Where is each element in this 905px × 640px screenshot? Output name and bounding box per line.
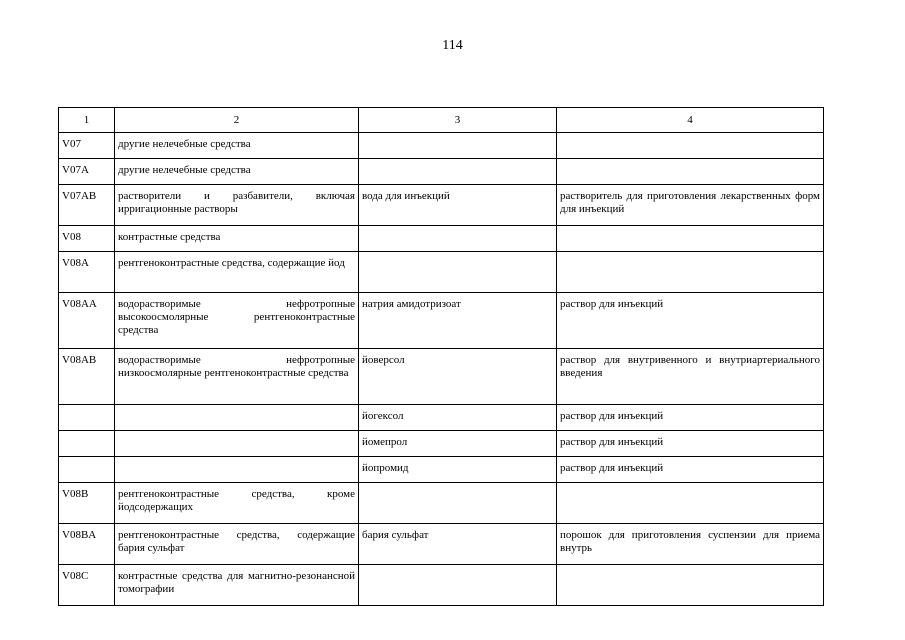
dosage-form-cell: раствор для инъекций bbox=[557, 293, 824, 349]
atc-code-cell: V08AA bbox=[59, 293, 115, 349]
atc-code-cell: V08B bbox=[59, 483, 115, 524]
substance-cell bbox=[359, 565, 557, 606]
column-number-3: 3 bbox=[359, 108, 557, 133]
group-name-cell: контрастные средства для магнитно-резонансной томографии bbox=[115, 565, 359, 606]
substance-cell: йопромид bbox=[359, 457, 557, 483]
substance-cell: йогексол bbox=[359, 405, 557, 431]
dosage-form-cell: растворитель для приготовления лекарственных форм для инъекций bbox=[557, 185, 824, 226]
group-name-cell: растворители и разбавители, включая ирригационные растворы bbox=[115, 185, 359, 226]
dosage-form-cell bbox=[557, 483, 824, 524]
substance-cell bbox=[359, 483, 557, 524]
table-row bbox=[59, 565, 824, 606]
atc-code-cell: V07 bbox=[59, 133, 115, 159]
atc-code-cell bbox=[59, 431, 115, 457]
atc-code-cell: V07AB bbox=[59, 185, 115, 226]
group-name-cell: рентгеноконтрастные средства, кроме йодсодержащих bbox=[115, 483, 359, 524]
column-number-1: 1 bbox=[59, 108, 115, 133]
atc-code-cell: V08A bbox=[59, 252, 115, 293]
substance-cell: бария сульфат bbox=[359, 524, 557, 565]
table-row bbox=[59, 405, 824, 431]
table-row bbox=[59, 483, 824, 524]
table-row bbox=[59, 431, 824, 457]
dosage-form-cell: раствор для инъекций bbox=[557, 405, 824, 431]
group-name-cell: другие нелечебные средства bbox=[115, 133, 359, 159]
atc-code-cell: V08AB bbox=[59, 349, 115, 405]
dosage-form-cell bbox=[557, 252, 824, 293]
group-name-cell: водорастворимые нефротропные низкоосмолярные рентгеноконтрастные средства bbox=[115, 349, 359, 405]
table-row bbox=[59, 349, 824, 405]
group-name-cell: другие нелечебные средства bbox=[115, 159, 359, 185]
dosage-form-cell bbox=[557, 133, 824, 159]
table-row bbox=[59, 457, 824, 483]
atc-code-cell bbox=[59, 457, 115, 483]
dosage-form-cell bbox=[557, 159, 824, 185]
column-number-2: 2 bbox=[115, 108, 359, 133]
table-row bbox=[59, 252, 824, 293]
table-row bbox=[59, 159, 824, 185]
substance-cell: йомепрол bbox=[359, 431, 557, 457]
dosage-form-cell bbox=[557, 565, 824, 606]
substance-cell: натрия амидотризоат bbox=[359, 293, 557, 349]
group-name-cell bbox=[115, 457, 359, 483]
table-row bbox=[59, 226, 824, 252]
group-name-cell: рентгеноконтрастные средства, содержащие бария сульфат bbox=[115, 524, 359, 565]
substance-cell bbox=[359, 159, 557, 185]
substance-cell bbox=[359, 252, 557, 293]
table-row bbox=[59, 293, 824, 349]
dosage-form-cell: раствор для инъекций bbox=[557, 457, 824, 483]
group-name-cell: водорастворимые нефротропные высокоосмолярные рентгеноконтрастные средства bbox=[115, 293, 359, 349]
substance-cell: вода для инъекций bbox=[359, 185, 557, 226]
column-number-4: 4 bbox=[557, 108, 824, 133]
atc-code-cell: V07A bbox=[59, 159, 115, 185]
page-number: 114 bbox=[442, 38, 463, 53]
table-row bbox=[59, 524, 824, 565]
group-name-cell: рентгеноконтрастные средства, содержащие йод bbox=[115, 252, 359, 293]
group-name-cell bbox=[115, 405, 359, 431]
table-row bbox=[59, 185, 824, 226]
atc-code-cell: V08BA bbox=[59, 524, 115, 565]
dosage-form-cell: раствор для инъекций bbox=[557, 431, 824, 457]
substance-cell bbox=[359, 133, 557, 159]
table-header-row bbox=[59, 108, 824, 133]
atc-code-cell: V08 bbox=[59, 226, 115, 252]
drug-classification-table bbox=[58, 107, 824, 606]
dosage-form-cell: порошок для приготовления суспензии для приема внутрь bbox=[557, 524, 824, 565]
substance-cell: йоверсол bbox=[359, 349, 557, 405]
dosage-form-cell bbox=[557, 226, 824, 252]
substance-cell bbox=[359, 226, 557, 252]
atc-code-cell bbox=[59, 405, 115, 431]
group-name-cell bbox=[115, 431, 359, 457]
table-row bbox=[59, 133, 824, 159]
dosage-form-cell: раствор для внутривенного и внутриартериального введения bbox=[557, 349, 824, 405]
atc-code-cell: V08C bbox=[59, 565, 115, 606]
group-name-cell: контрастные средства bbox=[115, 226, 359, 252]
